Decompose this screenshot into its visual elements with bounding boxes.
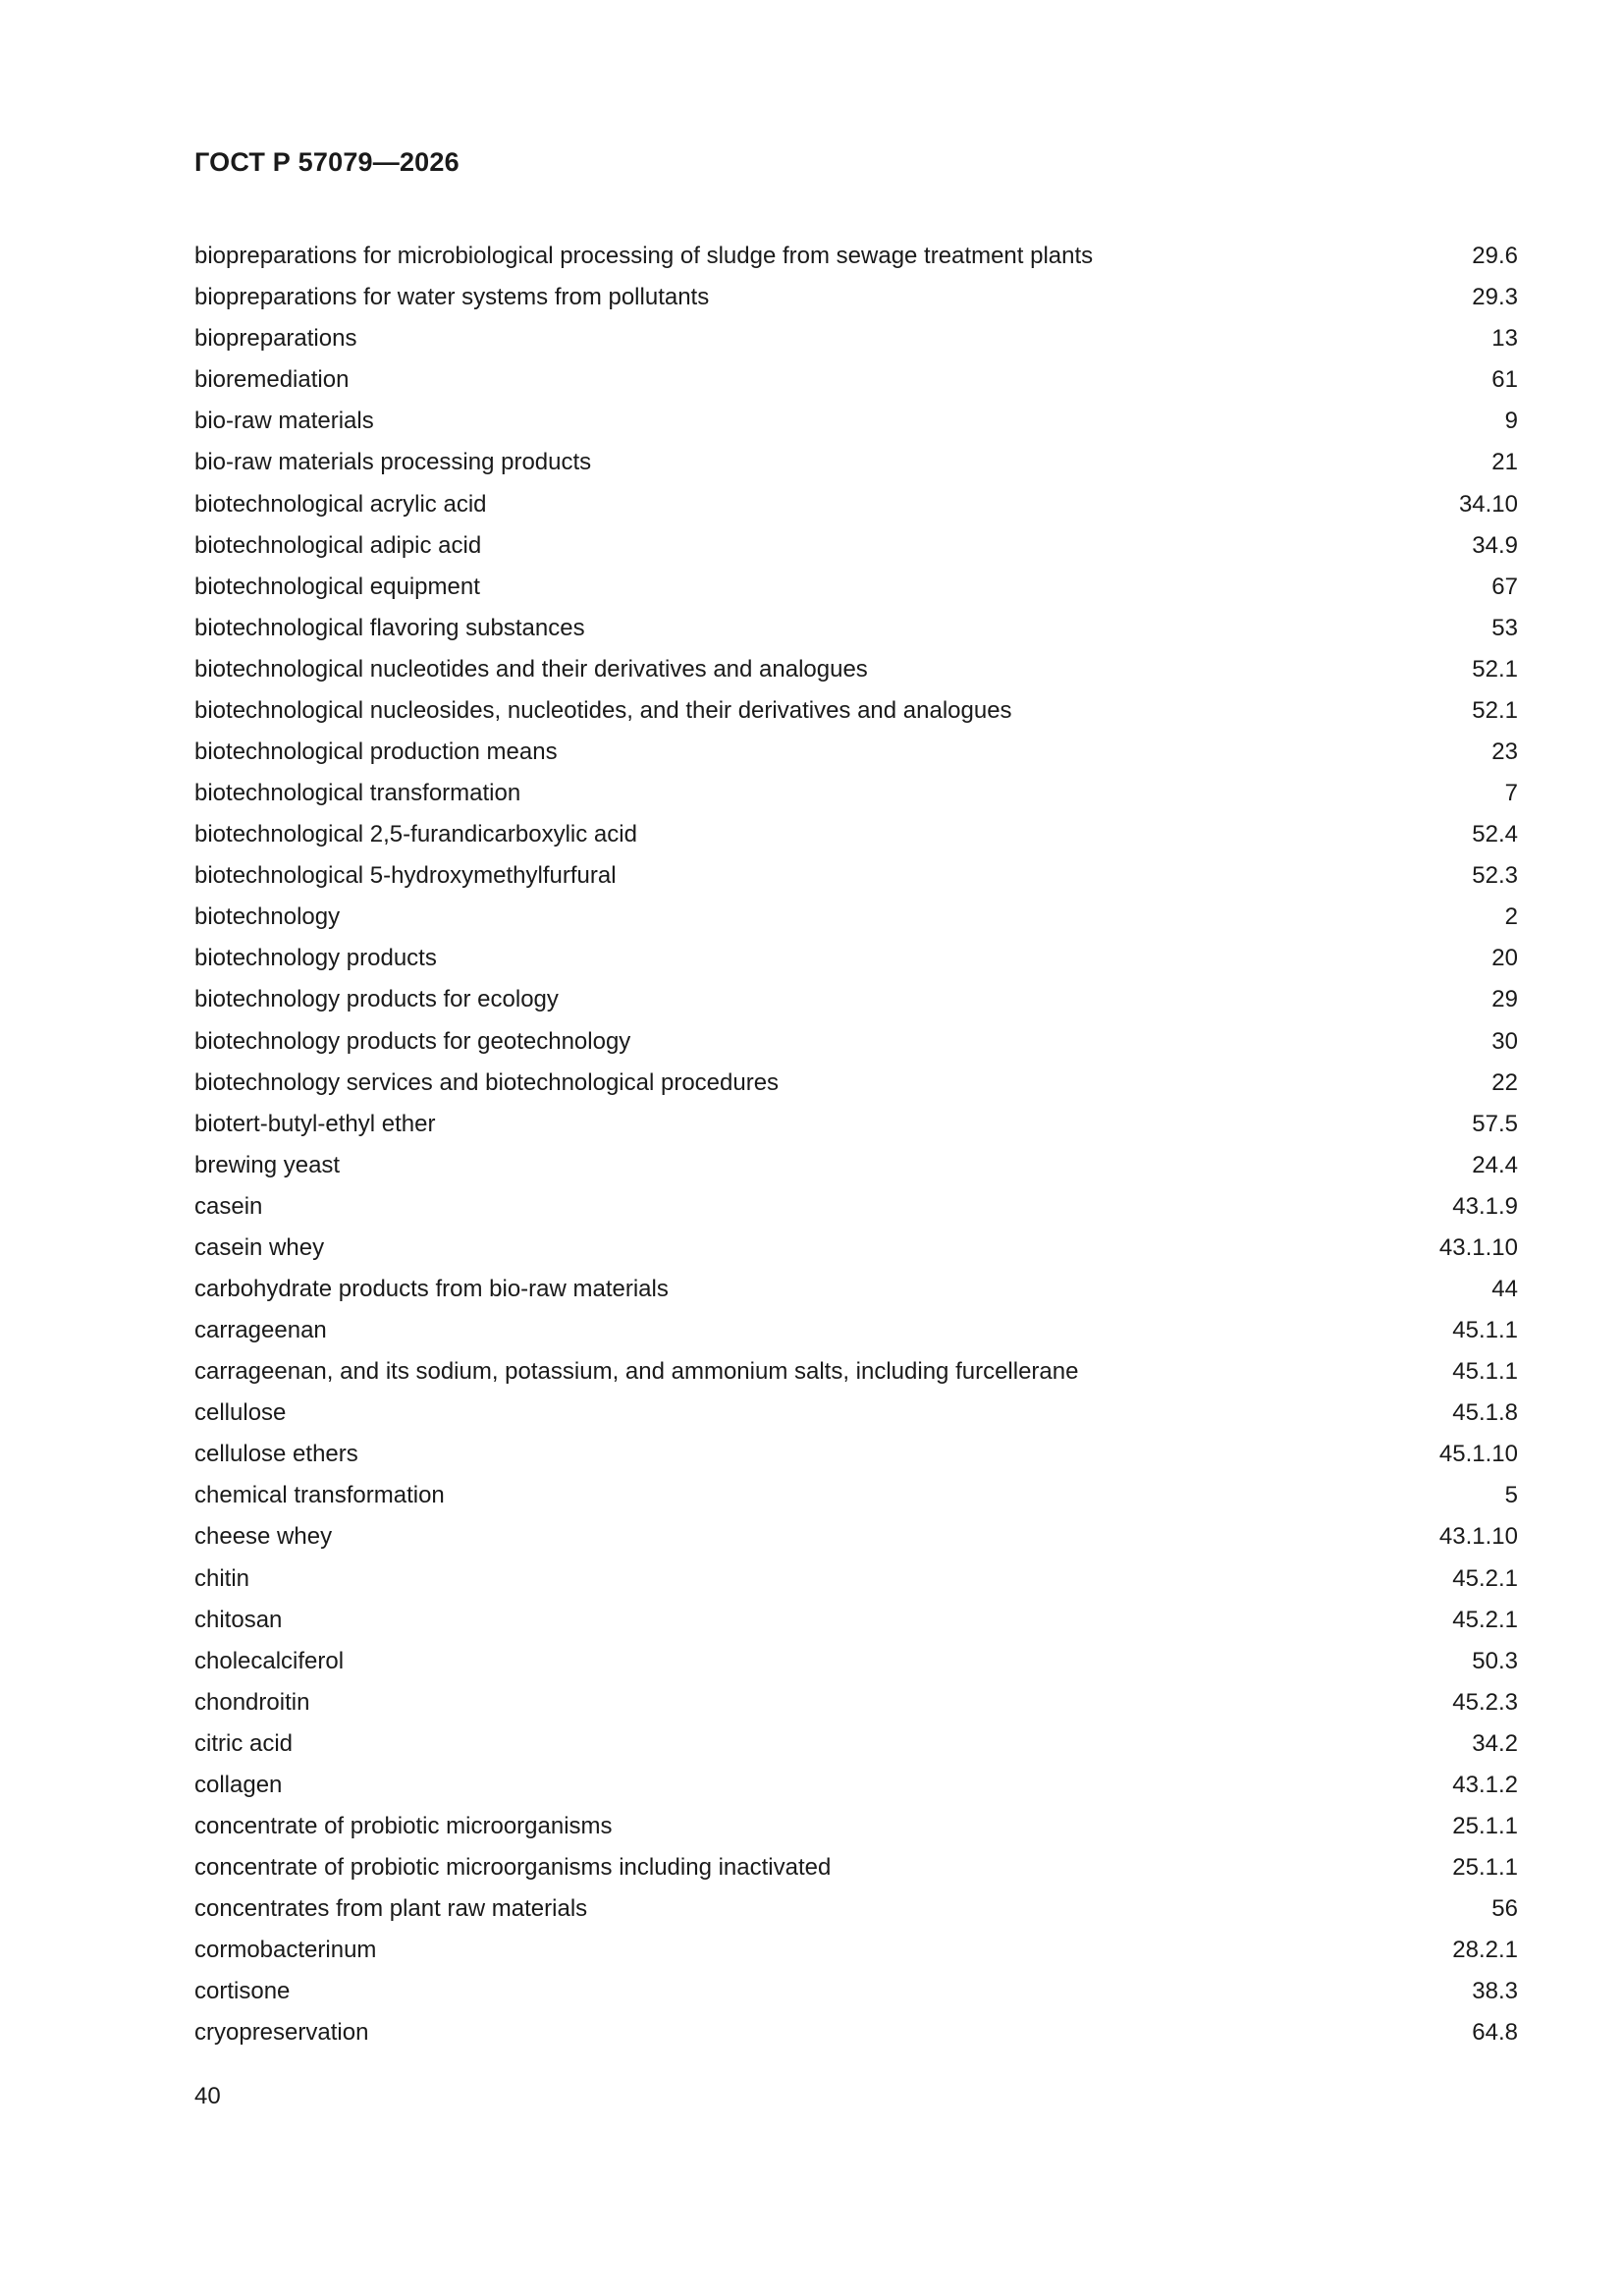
index-entry-clause-ref: 45.2.1 (1452, 1606, 1518, 1633)
index-entry-term: casein whey (194, 1233, 325, 1261)
index-entry-clause-ref: 45.1.1 (1452, 1317, 1518, 1344)
index-entry (194, 1310, 1518, 1351)
index-entry-clause-ref: 57.5 (1472, 1110, 1518, 1137)
index-entry-term: biotechnological acrylic acid (194, 490, 487, 518)
index-entry-clause-ref: 44 (1491, 1275, 1518, 1302)
index-entry (194, 1600, 1518, 1641)
index-entry-clause-ref: 43.1.2 (1452, 1771, 1518, 1798)
index-entry-clause-ref: 50.3 (1472, 1647, 1518, 1674)
index-entry (194, 1888, 1518, 1930)
index-entry (194, 1765, 1518, 1806)
index-entry-term: biotechnological transformation (194, 780, 521, 807)
index-entry-clause-ref: 52.1 (1472, 696, 1518, 724)
index-entry-clause-ref: 2 (1504, 903, 1518, 931)
index-entry (194, 897, 1518, 938)
index-entry-term: concentrate of probiotic microorganisms including inactivated (194, 1854, 832, 1882)
index-entry-term: biotechnology (194, 903, 341, 931)
index-entry (194, 1723, 1518, 1765)
index-entry-clause-ref: 29 (1491, 986, 1518, 1013)
index-entry-clause-ref: 22 (1491, 1068, 1518, 1096)
index-entry-clause-ref: 67 (1491, 573, 1518, 600)
index-entry-term: cheese whey (194, 1523, 333, 1551)
index-entry (194, 979, 1518, 1020)
index-entry-term: biotechnological flavoring substances (194, 614, 585, 641)
index-entry-term: cortisone (194, 1978, 291, 2005)
alphabetical-index-list (194, 236, 1518, 2053)
index-entry-clause-ref: 64.8 (1472, 2019, 1518, 2047)
page-header-standard-number: ГОСТ Р 57079—2026 (194, 147, 460, 177)
index-entry (194, 483, 1518, 524)
index-entry (194, 1393, 1518, 1434)
index-entry-clause-ref: 45.2.3 (1452, 1688, 1518, 1716)
index-entry-term: biotechnology products for geotechnology (194, 1027, 631, 1055)
index-entry-term: cryopreservation (194, 2019, 369, 2047)
index-entry-term: carbohydrate products from bio-raw materials (194, 1275, 669, 1302)
index-entry-clause-ref: 52.1 (1472, 655, 1518, 683)
index-entry (194, 236, 1518, 277)
index-entry-clause-ref: 53 (1491, 614, 1518, 641)
index-entry-clause-ref: 28.2.1 (1452, 1937, 1518, 1964)
index-entry-term: brewing yeast (194, 1151, 341, 1178)
index-entry-clause-ref: 43.1.10 (1438, 1233, 1518, 1261)
index-entry-clause-ref: 13 (1491, 325, 1518, 353)
index-entry (194, 608, 1518, 649)
index-entry-clause-ref: 43.1.10 (1438, 1523, 1518, 1551)
index-entry-term: biopreparations for microbiological processing of sludge from sewage treatment plants (194, 243, 1094, 270)
index-entry-clause-ref: 29.6 (1472, 243, 1518, 270)
index-entry-term: cellulose (194, 1399, 287, 1427)
index-entry (194, 1806, 1518, 1847)
page-number: 40 (194, 2083, 221, 2109)
index-entry-clause-ref: 34.2 (1472, 1729, 1518, 1757)
index-entry-term: cellulose ethers (194, 1441, 358, 1468)
index-entry (194, 1558, 1518, 1600)
index-entry (194, 855, 1518, 897)
index-entry-clause-ref: 30 (1491, 1027, 1518, 1055)
index-entry-term: citric acid (194, 1729, 294, 1757)
index-entry-clause-ref: 45.1.8 (1452, 1399, 1518, 1427)
index-entry-clause-ref: 52.3 (1472, 862, 1518, 890)
index-entry-term: biotert-butyl-ethyl ether (194, 1110, 436, 1137)
index-entry-clause-ref: 29.3 (1472, 284, 1518, 311)
index-entry (194, 277, 1518, 318)
index-entry-term: concentrate of probiotic microorganisms (194, 1813, 613, 1839)
index-entry-term: biotechnological adipic acid (194, 531, 482, 559)
index-entry-clause-ref: 45.1.10 (1438, 1441, 1518, 1468)
index-entry (194, 567, 1518, 608)
index-entry (194, 1682, 1518, 1723)
index-entry (194, 401, 1518, 442)
index-entry-term: chondroitin (194, 1688, 310, 1716)
index-entry (194, 773, 1518, 814)
index-entry (194, 525, 1518, 567)
index-entry-term: chemical transformation (194, 1482, 445, 1509)
index-entry-clause-ref: 20 (1491, 945, 1518, 972)
index-entry-term: chitosan (194, 1606, 283, 1633)
index-entry-term: carrageenan (194, 1317, 327, 1344)
index-entry-term: concentrates from plant raw materials (194, 1895, 588, 1923)
index-entry (194, 690, 1518, 732)
index-entry-term: biotechnological production means (194, 738, 558, 765)
index-entry-term: biopreparations (194, 325, 357, 353)
index-entry-term: cormobacterinum (194, 1937, 377, 1964)
index-entry (194, 732, 1518, 773)
index-entry (194, 2012, 1518, 2053)
index-entry-term: carrageenan, and its sodium, potassium, and ammonium salts, including furcellerane (194, 1358, 1079, 1386)
index-entry-clause-ref: 61 (1491, 366, 1518, 394)
index-entry-term: biotechnology products for ecology (194, 986, 559, 1013)
index-entry-clause-ref: 45.1.1 (1452, 1358, 1518, 1386)
index-entry (194, 1516, 1518, 1558)
index-entry (194, 1269, 1518, 1310)
index-entry-clause-ref: 56 (1491, 1895, 1518, 1923)
index-entry-clause-ref: 52.4 (1472, 821, 1518, 848)
index-entry-clause-ref: 7 (1504, 780, 1518, 807)
index-entry-term: cholecalciferol (194, 1647, 345, 1674)
index-entry (194, 1971, 1518, 2012)
index-entry-term: bioremediation (194, 366, 350, 394)
index-entry-term: biotechnological nucleotides and their derivatives and analogues (194, 655, 868, 683)
index-entry (194, 1930, 1518, 1971)
index-entry-clause-ref: 45.2.1 (1452, 1564, 1518, 1592)
index-entry (194, 1228, 1518, 1269)
index-entry-clause-ref: 25.1.1 (1452, 1813, 1518, 1839)
index-entry-clause-ref: 21 (1491, 449, 1518, 476)
index-entry-term: chitin (194, 1564, 250, 1592)
index-entry-clause-ref: 24.4 (1472, 1151, 1518, 1178)
index-entry (194, 1434, 1518, 1475)
index-entry-term: biotechnological 2,5-furandicarboxylic acid (194, 821, 637, 848)
index-entry (194, 1145, 1518, 1186)
index-entry-term: biotechnology services and biotechnological procedures (194, 1068, 780, 1096)
index-entry (194, 1020, 1518, 1062)
index-entry-clause-ref: 43.1.9 (1452, 1192, 1518, 1220)
index-entry (194, 649, 1518, 690)
index-entry-clause-ref: 25.1.1 (1452, 1854, 1518, 1882)
index-entry-clause-ref: 9 (1504, 408, 1518, 435)
index-entry-term: collagen (194, 1771, 283, 1798)
index-entry-clause-ref: 23 (1491, 738, 1518, 765)
index-entry-term: biotechnological nucleosides, nucleotides, and their derivatives and analogues (194, 696, 1012, 724)
index-entry-clause-ref: 38.3 (1472, 1978, 1518, 2005)
index-entry (194, 1475, 1518, 1516)
index-entry (194, 814, 1518, 855)
index-entry (194, 359, 1518, 401)
index-entry (194, 1351, 1518, 1393)
index-entry-term: biotechnological equipment (194, 573, 480, 600)
index-entry (194, 1186, 1518, 1228)
index-entry-term: casein (194, 1192, 263, 1220)
index-entry (194, 1104, 1518, 1145)
index-entry-clause-ref: 34.10 (1458, 490, 1518, 518)
index-entry (194, 442, 1518, 483)
index-entry-term: biopreparations for water systems from pollutants (194, 284, 710, 311)
index-entry (194, 1063, 1518, 1104)
index-entry-clause-ref: 5 (1504, 1482, 1518, 1509)
index-entry (194, 938, 1518, 979)
index-entry-term: bio-raw materials processing products (194, 449, 592, 476)
index-entry (194, 318, 1518, 359)
index-entry-clause-ref: 34.9 (1472, 531, 1518, 559)
index-entry-term: biotechnological 5-hydroxymethylfurfural (194, 862, 617, 890)
index-entry-term: bio-raw materials (194, 408, 374, 435)
index-entry (194, 1847, 1518, 1888)
index-entry (194, 1641, 1518, 1682)
index-entry-term: biotechnology products (194, 945, 437, 972)
